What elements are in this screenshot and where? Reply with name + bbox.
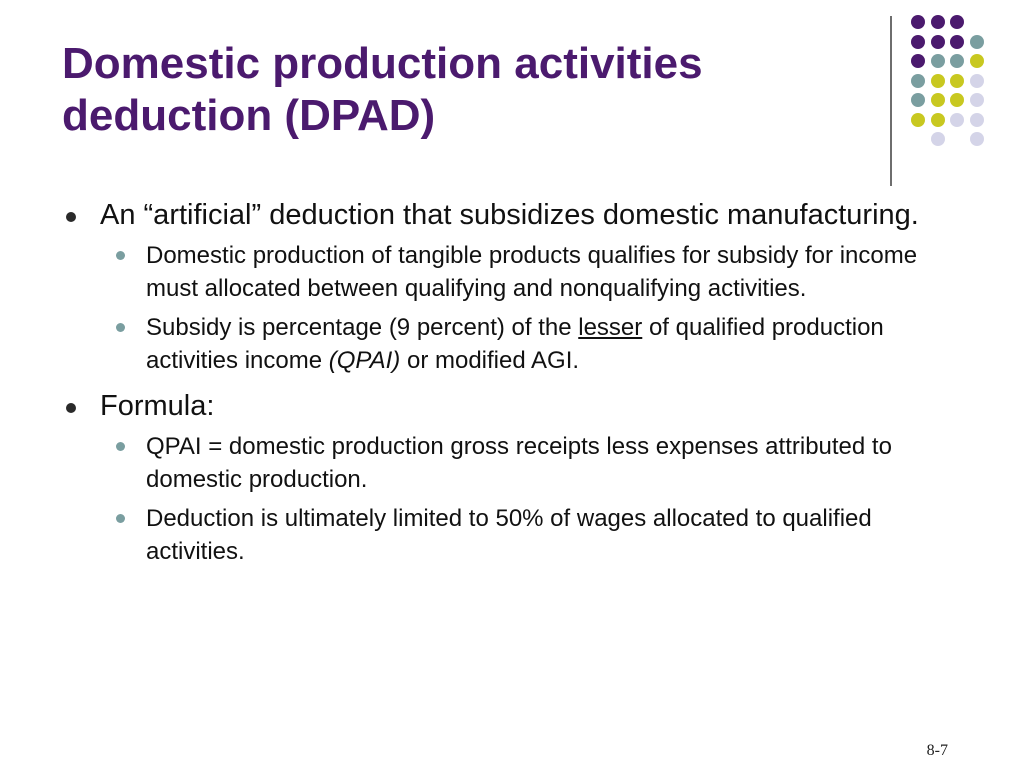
decorative-dot [911, 113, 925, 127]
sub-bullet-qpai-definition: QPAI = domestic production gross receipts less expenses attributed to domestic production. [64, 430, 964, 496]
decorative-dot [911, 93, 925, 107]
slide-title-line-1: Domestic production activities [62, 39, 703, 88]
decorative-dot [970, 35, 984, 49]
decorative-dot [970, 113, 984, 127]
decorative-dot [911, 74, 925, 88]
sub-bullet-wage-limit: Deduction is ultimately limited to 50% of wages allocated to qualified activities. [64, 502, 964, 568]
bullet-artificial-deduction: An “artificial” deduction that subsidizes domestic manufacturing. [64, 198, 964, 233]
subsidy-text-mid: of qualified production activities income [146, 314, 884, 374]
bullet-formula: Formula: [64, 389, 964, 424]
sub-bullet-subsidy-percentage [64, 311, 964, 377]
decorative-dot [950, 15, 964, 29]
decorative-dot [950, 74, 964, 88]
decorative-dot [931, 74, 945, 88]
decorative-dot [970, 54, 984, 68]
decorative-dot [970, 132, 984, 146]
decorative-dot [950, 113, 964, 127]
subsidy-text-pre: Subsidy is percentage (9 percent) of the [146, 314, 579, 341]
decorative-dot [931, 54, 945, 68]
bullet-list [64, 198, 964, 568]
decorative-dot [911, 35, 925, 49]
decorative-dot [950, 54, 964, 68]
sub-bullet-tangible-products: Domestic production of tangible products qualifies for subsidy for income must allocated between qualifying and nonqualifying activities. [64, 239, 964, 305]
decorative-dot [931, 15, 945, 29]
subsidy-text-qpai: (QPAI) [328, 347, 401, 374]
decorative-dot [931, 132, 945, 146]
decorative-dot [950, 35, 964, 49]
decorative-dot [911, 54, 925, 68]
decorative-dot [931, 35, 945, 49]
decorative-dot [950, 93, 964, 107]
decorative-dot [911, 15, 925, 29]
decorative-dot [970, 74, 984, 88]
page-number: 8-7 [926, 742, 948, 759]
decorative-dot [970, 93, 984, 107]
subsidy-text-post: or modified AGI. [400, 347, 580, 374]
slide-title-line-2: deduction (DPAD) [62, 91, 436, 140]
subsidy-text-lesser: lesser [578, 314, 643, 341]
decorative-dot [931, 113, 945, 127]
decorative-dot [931, 93, 945, 107]
decorative-dot-grid [0, 0, 1024, 200]
